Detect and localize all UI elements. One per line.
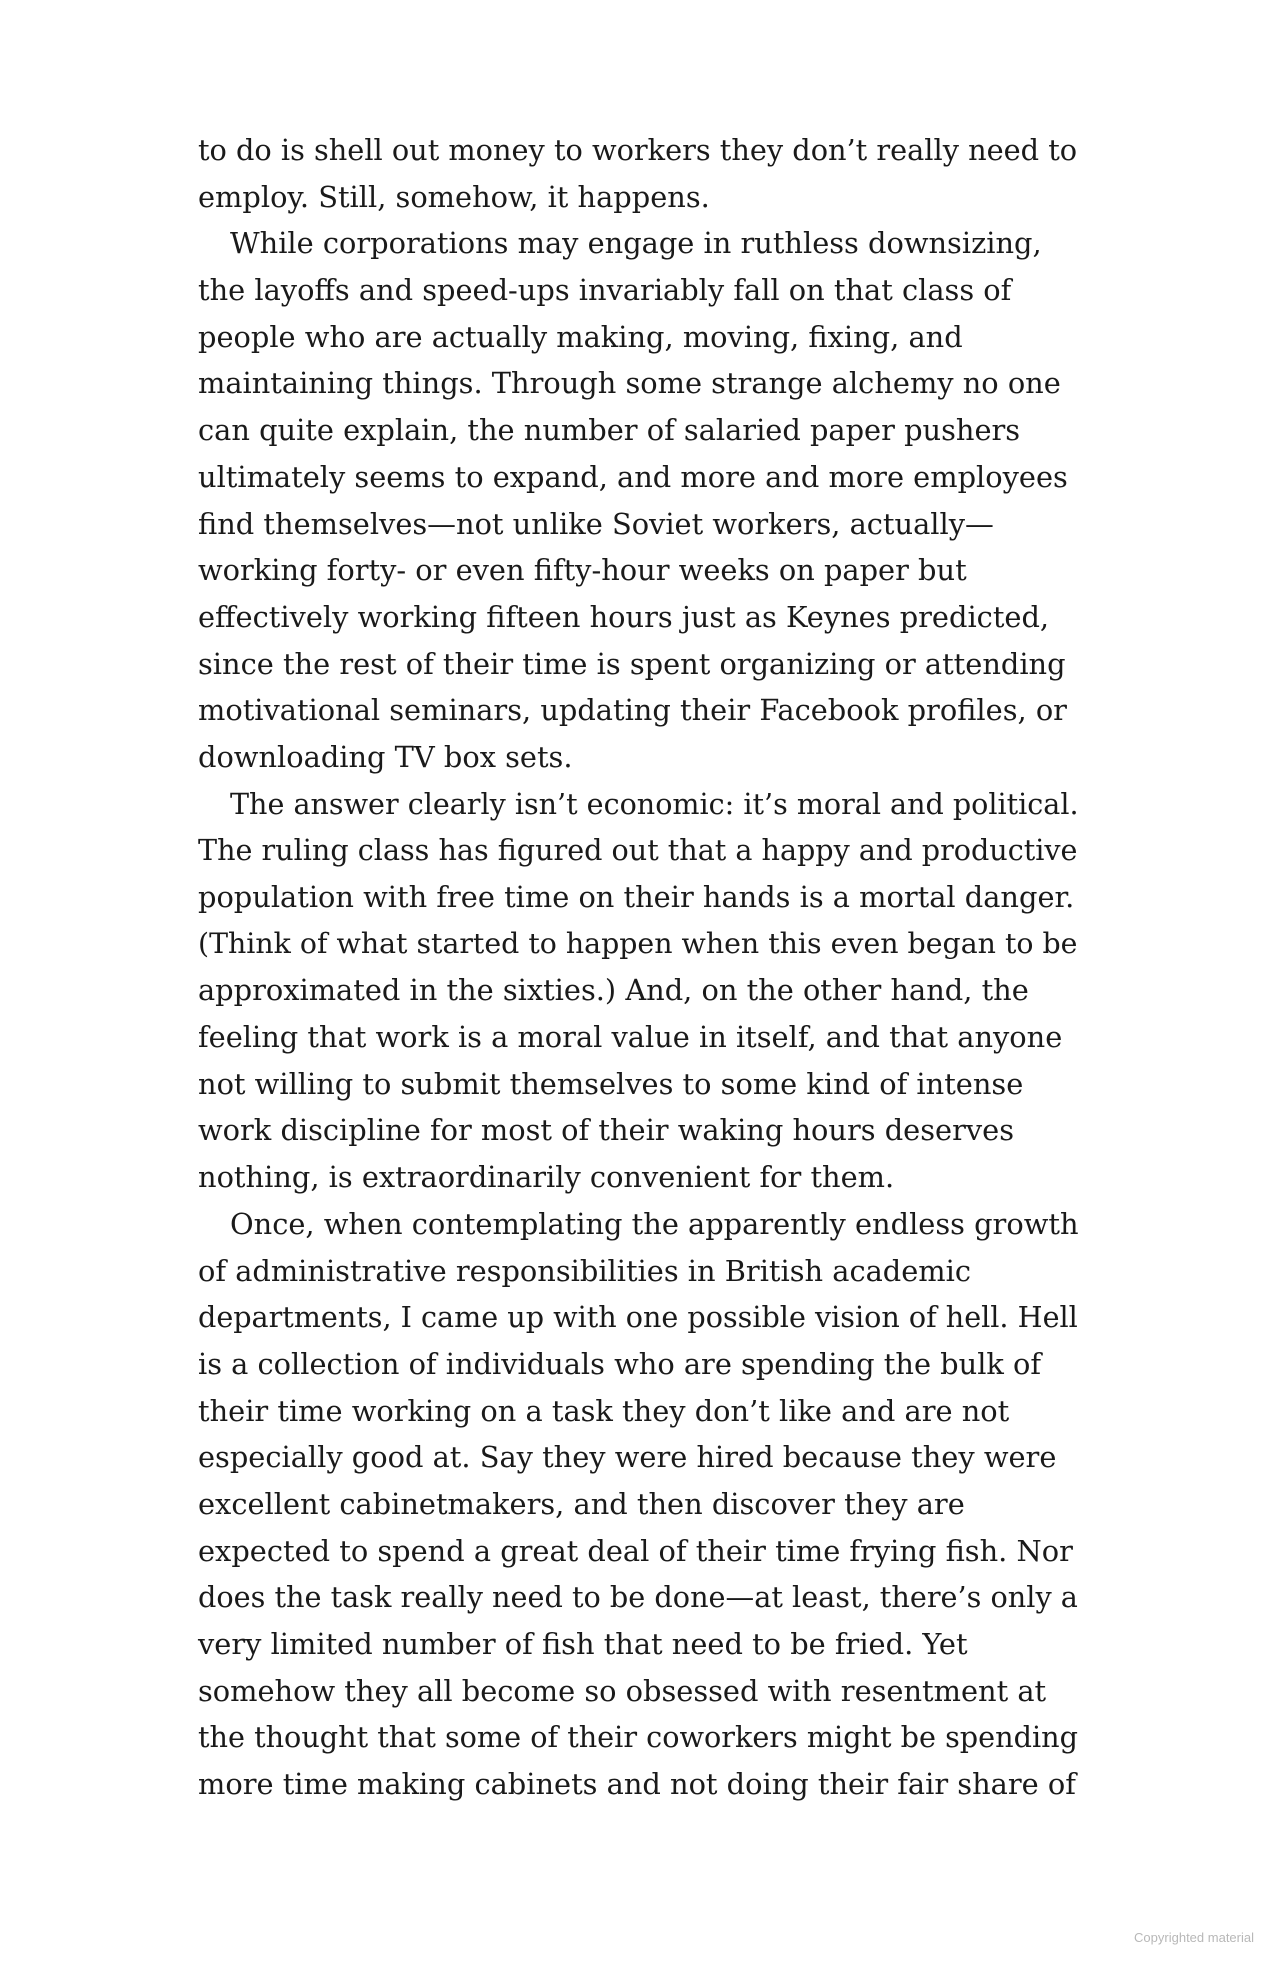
text-line: motivational seminars, updating their Facebook profiles, or: [198, 693, 1067, 728]
text-line: employ. Still, somehow, it happens.: [198, 179, 710, 214]
text-line: ultimately seems to expand, and more and more employees: [198, 459, 1068, 494]
text-line: excellent cabinetmakers, and then discover they are: [198, 1486, 965, 1521]
text-line: working forty- or even fifty-hour weeks on paper but: [198, 553, 967, 588]
text-line: not willing to submit themselves to some kind of intense: [198, 1066, 1024, 1101]
text-line: Once, when contemplating the apparently endless growth: [230, 1206, 1079, 1241]
text-line: feeling that work is a moral value in itself, and that anyone: [198, 1020, 1063, 1055]
text-line: more time making cabinets and not doing their fair share of: [198, 1767, 1076, 1802]
text-line: to do is shell out money to workers they don’t really need to: [198, 133, 1078, 167]
text-line: maintaining things. Through some strange alchemy no one: [198, 366, 1061, 401]
text-line: does the task really need to be done—at least, there’s only a: [198, 1580, 1078, 1615]
text-line: their time working on a task they don’t like and are not: [198, 1393, 1010, 1428]
text-line: downloading TV box sets.: [198, 739, 573, 774]
text-line: is a collection of individuals who are spending the bulk of: [198, 1346, 1042, 1381]
text-line: of administrative responsibilities in British academic: [198, 1253, 971, 1288]
text-line: While corporations may engage in ruthless downsizing,: [230, 226, 1042, 261]
body-text: [198, 127, 1098, 1808]
text-line: departments, I came up with one possible vision of hell. Hell: [198, 1300, 1078, 1335]
text-line: The ruling class has figured out that a happy and productive: [198, 833, 1078, 868]
text-line: work discipline for most of their waking hours deserves: [198, 1113, 1014, 1148]
text-line: somehow they all become so obsessed with resentment at: [198, 1673, 1047, 1708]
text-line: the layoffs and speed-ups invariably fall on that class of: [198, 273, 1012, 308]
text-line: nothing, is extraordinarily convenient for them.: [198, 1160, 895, 1195]
copyright-notice: Copyrighted material: [1134, 1930, 1254, 1945]
text-line: can quite explain, the number of salaried paper pushers: [198, 413, 1021, 448]
text-line: especially good at. Say they were hired because they were: [198, 1440, 1057, 1475]
text-line: very limited number of fish that need to be fried. Yet: [198, 1627, 968, 1661]
text-line: (Think of what started to happen when this even began to be: [198, 926, 1078, 960]
text-line: expected to spend a great deal of their time frying fish. Nor: [198, 1533, 1073, 1568]
text-line: since the rest of their time is spent organizing or attending: [198, 646, 1066, 681]
text-line: population with free time on their hands is a mortal danger.: [198, 880, 1075, 914]
text-line: people who are actually making, moving, fixing, and: [198, 319, 963, 354]
text-line: find themselves—not unlike Soviet workers, actually—: [198, 506, 994, 541]
text-line: approximated in the sixties.) And, on the other hand, the: [198, 973, 1029, 1008]
text-line: effectively working fifteen hours just as Keynes predicted,: [198, 599, 1050, 634]
text-line: The answer clearly isn’t economic: it’s moral and political.: [230, 786, 1079, 821]
text-line: the thought that some of their coworkers might be spending: [198, 1720, 1078, 1755]
